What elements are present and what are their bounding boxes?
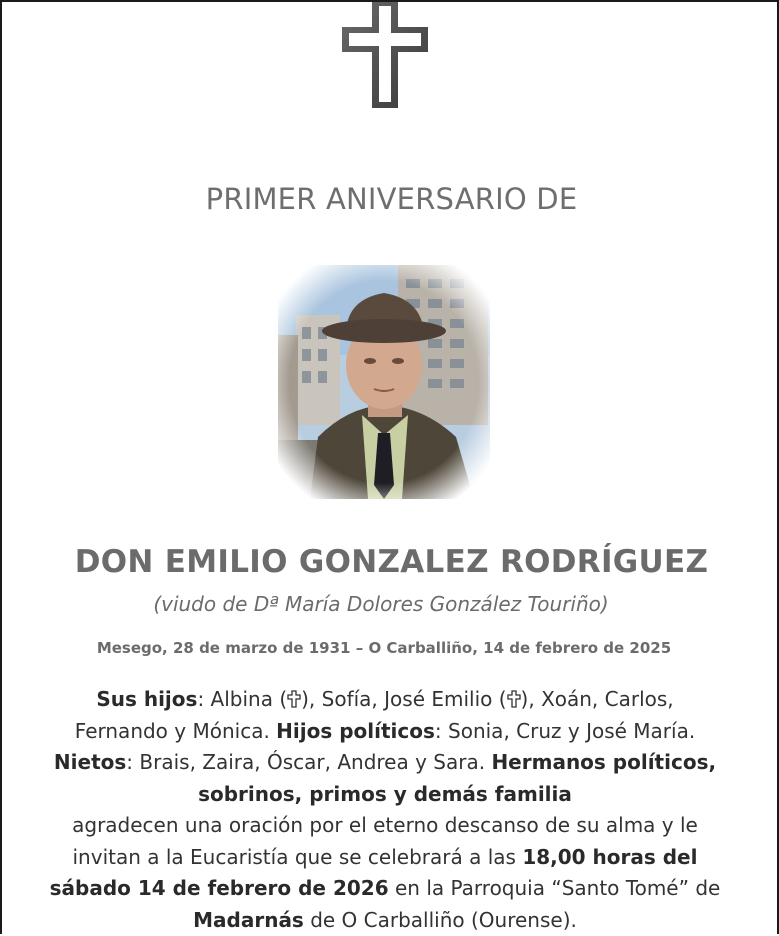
portrait-photo xyxy=(278,265,490,499)
small-cross-icon xyxy=(287,690,301,708)
invitation-line-1: agradecen una oración por el eterno descanso de su alma y le xyxy=(32,810,738,842)
latin-cross-icon xyxy=(342,2,428,108)
mass-place: Madarnás xyxy=(193,908,304,932)
family-line-2: Fernando y Mónica. Hijos políticos: Sonia, Cruz y José María. xyxy=(32,716,738,748)
life-dates: Mesego, 28 de marzo de 1931 – O Carballiño, 14 de febrero de 2025 xyxy=(2,639,766,657)
mass-date: sábado 14 de febrero de 2026 xyxy=(50,876,389,900)
invitation-line-3: sábado 14 de febrero de 2026 en la Parroquia “Santo Tomé” de xyxy=(32,873,738,905)
family-line-1: Sus hijos: Albina ( ), Sofía, José Emilio ( ), Xoán, Carlos, xyxy=(32,684,738,716)
family-line-3: Nietos: Brais, Zaira, Óscar, Andrea y Sara. Hermanos políticos, xyxy=(32,747,738,779)
family-and-invitation xyxy=(32,684,738,936)
deceased-name: DON EMILIO GONZALEZ RODRÍGUEZ xyxy=(2,544,779,580)
children-label: Sus hijos xyxy=(96,687,197,711)
small-cross-icon xyxy=(507,690,521,708)
invitation-line-2: invitan a la Eucaristía que se celebrará a las 18,00 horas del xyxy=(32,842,738,874)
widow-of-line: (viudo de Dª María Dolores González Touriño) xyxy=(2,592,760,616)
anniversary-heading: PRIMER ANIVERSARIO DE xyxy=(2,182,779,216)
in-laws-label: Hijos políticos xyxy=(276,719,435,743)
family-line-4: sobrinos, primos y demás familia xyxy=(32,779,738,811)
mass-time: 18,00 horas del xyxy=(522,845,697,869)
siblings-label: Hermanos políticos, xyxy=(491,750,716,774)
grandchildren-label: Nietos xyxy=(54,750,126,774)
invitation-line-4: Madarnás de O Carballiño (Ourense). xyxy=(32,905,738,936)
